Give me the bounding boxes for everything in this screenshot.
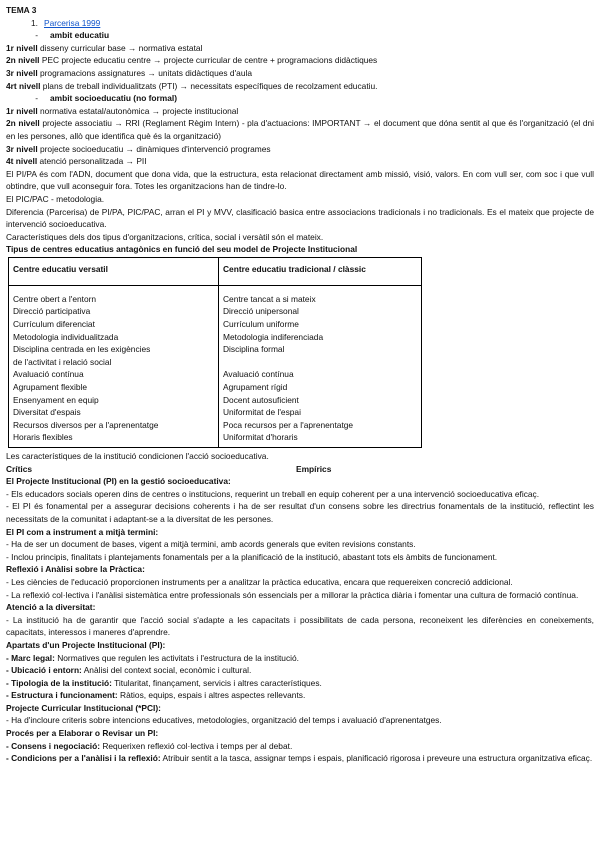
table-line: Direcció unipersonal — [223, 306, 299, 317]
comparison-table — [8, 257, 422, 448]
section-item: - Els educadors socials operen dins de centres o institucions, requerint un treball en equip coherent per a una intervenció socioeducativa eficaç. — [6, 488, 540, 499]
table-line: de l'activitat i relació social — [13, 356, 112, 367]
section-heading-pi-instrument: El PI com a instrument a mitjà termini: — [6, 526, 159, 537]
table-line: Avaluació contínua — [223, 369, 294, 380]
section-item: - Les ciències de l'educació proporcionen instruments per a analitzar la pràctica educativa, encara que requereixen concreció addicional. — [6, 576, 513, 587]
table-cell-versatil — [9, 285, 219, 447]
pci-heading: Projecte Curricular Institucional (*PCI): — [6, 702, 161, 713]
proces-item: - Consens i negociació: Requerixen reflexió col·lectiva i temps per al debat. — [6, 740, 293, 751]
table-line: Ensenyament en equip — [13, 394, 99, 405]
table-line: Metodologia individualitzada — [13, 331, 119, 342]
after-table-text: Les característiques de la institució condicionen l'acció socioeducativa. — [6, 451, 269, 461]
proces-heading: Procés per a Elaborar o Revisar un PI: — [6, 728, 159, 739]
educatiu-level-2: 2n nivell PEC projecte educatiu centre → projecte curricular de centre + programacions didàctiques — [6, 55, 378, 66]
table-line: Disciplina centrada en les exigències — [13, 344, 151, 355]
parcerisa-link[interactable]: Parcerisa 1999 — [44, 17, 101, 28]
list-item-ambit-socioeducatiu — [6, 92, 594, 105]
section-item: - El PI és fonamental per a assegurar decisions coherents i ha de ser resultat d'un consens sobre les directrius fonamentals de la institució, reflectint les necessitats de la comunitat i adaptant-se a la diversitat de les persones. — [6, 501, 594, 524]
table-line: Horaris flexibles — [13, 432, 73, 443]
list-number: 1. — [31, 17, 38, 28]
paragraph-pic: El PIC/PAC - metodologia. — [6, 193, 105, 204]
section-heading-diversitat: Atenció a la diversitat: — [6, 602, 96, 613]
table-line: Metodologia indiferenciada — [223, 331, 324, 342]
critics-empirics-row — [6, 463, 594, 476]
section-heading-reflexio: Reflexió i Anàlisi sobre la Pràctica: — [6, 564, 145, 575]
table-header-tradicional: Centre educatiu tradicional / clàssic — [219, 257, 422, 285]
table-line: Direcció participativa — [13, 306, 91, 317]
table-line: Uniformitat de l'espai — [223, 407, 301, 418]
table-line: Recursos diversos per a l'aprenentatge — [13, 419, 159, 430]
table-line: Currículum uniforme — [223, 319, 299, 330]
socio-level-1: 1r nivell normativa estatal/autonòmica → projecte institucional — [6, 105, 239, 116]
doc-title: TEMA 3 — [6, 5, 37, 15]
table-line: Avaluació contínua — [13, 369, 84, 380]
table-body-row — [9, 285, 422, 447]
critics-label: Crítics — [6, 463, 33, 474]
table-heading: Tipus de centres educatius antagònics en funció del seu model de Projecte Institucional — [6, 244, 358, 255]
proces-item: - Condicions per a l'anàlisi i la reflexió: Atribuir sentit a la tasca, assignar temps i espais, planificació rigorosa i preveure una estructura organitzativa eficaç. — [6, 753, 593, 764]
section-item: - La institució ha de garantir que l'acció social s'adapte a les capacitats i possibilitats de cada persona, reconeixent les diferències en coneixements, capacitats, interessos i maneres d'aprendre. — [6, 614, 594, 638]
apartat-item: - Tipologia de la institució: Titularitat, finançament, servicis i altres característiques. — [6, 677, 322, 688]
table-line: Poca recursos per a l'aprenentatge — [223, 419, 354, 430]
table-line — [223, 356, 417, 369]
pci-text: - Ha d'incloure criteris sobre intencions educatives, metodologies, organització del temps i avaluació d'aprenentatges. — [6, 715, 442, 726]
table-line: Diversitat d'espais — [13, 407, 81, 418]
apartat-item: - Marc legal: Normatives que regulen les activitats i l'estructura de la institució. — [6, 652, 299, 663]
paragraph-diferencia: Diferencia (Parcerisa) de PI/PA, PIC/PAC, arran el PI y MVV, clasificació basica entre associacions tradicionals i no tradicionals. Es el mateix que projecte de intervenció socioeducativa. — [6, 206, 594, 230]
empirics-label: Empírics — [296, 463, 332, 474]
list-dash: - — [35, 30, 38, 41]
table-line: Uniformitat d'horaris — [223, 432, 298, 443]
section-item: - La reflexió col·lectiva i l'anàlisi sistemàtica entre professionals són essencials per a millorar la pràctica diària i fomentar una cultura de formació contínua. — [6, 589, 579, 600]
table-header-row — [9, 257, 422, 285]
table-cell-tradicional — [219, 285, 422, 447]
socio-level-4: 4t nivell atenció personalitzada → PII — [6, 156, 147, 167]
table-line: Agrupament rígid — [223, 382, 288, 393]
socio-level-2: 2n nivell projecte associatiu → RRI (Reglament Règim Intern) - pla d'actuacions: IMPORTANT → el document que dóna sentit al que és l'organització (el dni en les persones, allò que identifica què és la organització) — [6, 118, 595, 141]
table-line: Currículum diferenciat — [13, 319, 95, 330]
section-item: - Inclou principis, finalitats i plantejaments fonamentals per a la planificació de la institució, abastant tots els àmbits de funcionament. — [6, 551, 498, 562]
educatiu-level-1: 1r nivell disseny curricular base → normativa estatal — [6, 42, 203, 53]
list-item-ambit-educatiu — [6, 29, 594, 42]
paragraph-adn: El PI/PA és com l'ADN, document que dona vida, que la estructura, esta relacionat directament amb missió, visió, valors. En com vull ser, com soc i que vull obtindre, que vull aconseguir fora. Totes les organitzacions han de tindre-lo. — [6, 168, 594, 192]
section-heading-pi-gestio: El Projecte Institucional (PI) en la gestió socioeducativa: — [6, 476, 231, 487]
table-header-versatil: Centre educatiu versatil — [9, 257, 219, 285]
table-line: Centre obert a l'entorn — [13, 293, 97, 304]
apartat-item: - Ubicació i entorn: Anàlisi del context social, econòmic i cultural. — [6, 665, 252, 676]
ambit-educatiu-heading: ambit educatiu — [50, 30, 110, 41]
table-line: Centre tancat a si mateix — [223, 293, 316, 304]
apartat-item: - Estructura i funcionament: Ràtios, equips, espais i altres aspectes rellevants. — [6, 690, 306, 701]
table-line: Docent autosuficient — [223, 394, 299, 405]
list-dash: - — [35, 93, 38, 104]
educatiu-level-3: 3r nivell programacions assignatures → unitats didàctiques d'aula — [6, 67, 253, 78]
socio-level-3: 3r nivell projecte socioeducatiu → dinàmiques d'intervenció programes — [6, 143, 271, 154]
section-item: - Ha de ser un document de bases, vigent a mitjà termini, amb acords generals que eviten revisions constants. — [6, 539, 416, 550]
educatiu-level-4: 4rt nivell plans de treball individualitzats (PTI) → necessitats específiques de recolzament educatiu. — [6, 80, 378, 91]
table-line: Agrupament flexible — [13, 382, 88, 393]
table-line: Disciplina formal — [223, 344, 285, 355]
ambit-socioeducatiu-heading: ambit socioeducatiu (no formal) — [50, 93, 178, 104]
list-item-parcerisa — [6, 17, 594, 30]
apartats-heading: Apartats d'un Projecte Institucional (PI): — [6, 639, 166, 650]
paragraph-caracteristiques: Característiques dels dos tipus d'organitzacions, crítica, social i versàtil són el mateix. — [6, 231, 324, 242]
